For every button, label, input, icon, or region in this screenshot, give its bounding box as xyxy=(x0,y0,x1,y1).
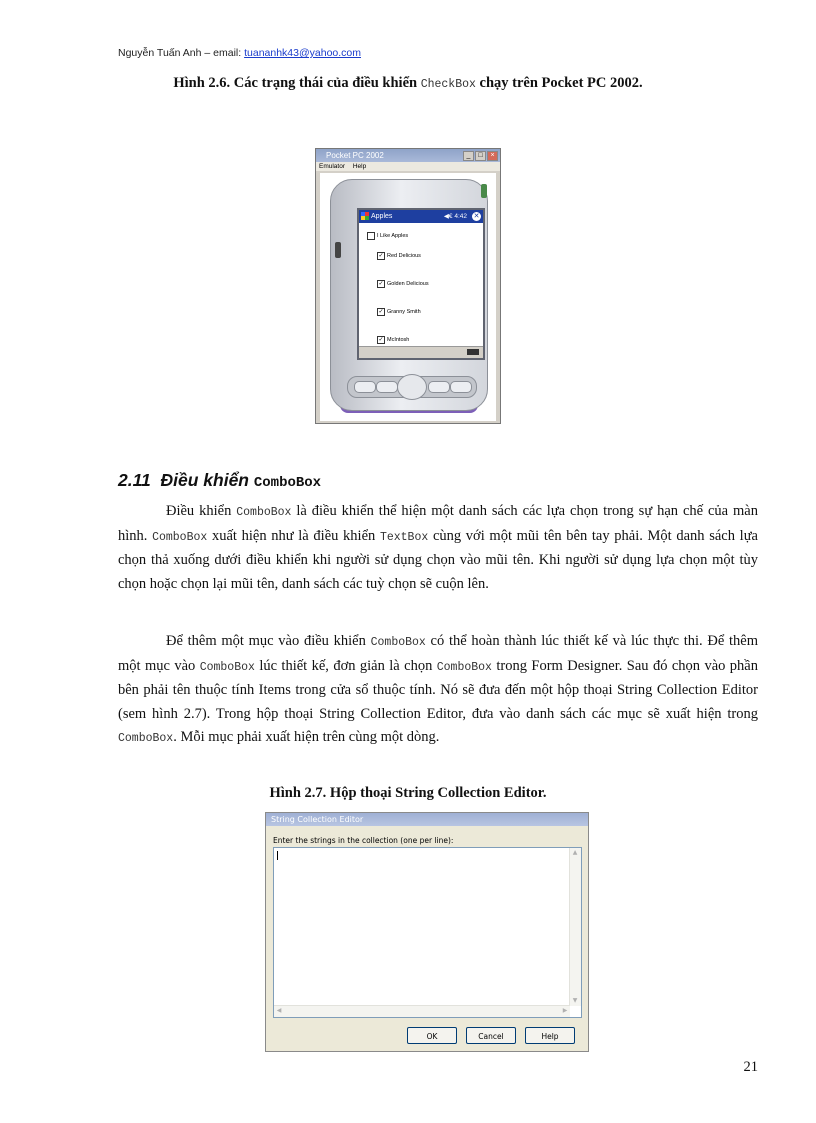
status-clock: ◀€ 4:42 xyxy=(443,213,467,220)
dpad-icon[interactable] xyxy=(397,374,427,400)
emulator-title: Pocket PC 2002 xyxy=(326,151,384,160)
paragraph-2: Để thêm một mục vào điều khiển ComboBox có thể hoàn thành lúc thiết kế và lúc thực thi. Để thêm một mục vào ComboBox lúc thiết kế, đơn giản là chọn ComboBox trong Form Designer. Sau đó chọn vào phần bên phải tên thuộc tính Items trong cửa sổ thuộc tính. Nó sẽ đưa đến một hộp thoại String Collection Editor (sem hình 2.7). Trong hộp thoại String Collection Editor, đưa vào danh sách các mục sẽ xuất hiện trong ComboBox. Mỗi mục phải xuất hiện trên cùng một dòng. xyxy=(118,633,759,745)
help-button[interactable]: Help xyxy=(525,1027,575,1044)
screen-titlebar xyxy=(359,210,483,223)
figure-2-7-caption: Hình 2.7. Hộp thoại String Collection Editor. xyxy=(269,785,547,801)
caption-text: Hình 2.6. Các trạng thái của điều khiển xyxy=(173,75,421,91)
close-icon[interactable]: × xyxy=(487,151,498,161)
checkbox-checked-icon[interactable]: ✓ xyxy=(378,309,384,315)
screen-menubar xyxy=(359,346,483,358)
scroll-right-icon[interactable]: ▶ xyxy=(562,1007,568,1014)
emulator-menubar xyxy=(316,162,500,171)
dialog-prompt: Enter the strings in the collection (one per line): xyxy=(273,836,454,845)
maximize-icon[interactable]: □ xyxy=(475,151,486,161)
caption-text-end: chạy trên Pocket PC 2002. xyxy=(475,75,643,91)
vertical-scrollbar[interactable] xyxy=(569,848,581,1006)
section-number: 2.11 xyxy=(118,470,151,490)
hardware-button-1[interactable] xyxy=(354,381,376,393)
checkbox-red-delicious[interactable] xyxy=(377,252,421,260)
checkbox-label: I Like Apples xyxy=(377,233,409,239)
hardware-button-3[interactable] xyxy=(428,381,450,393)
text-caret xyxy=(277,851,278,860)
section-title-text: Điều khiển xyxy=(160,470,254,490)
author-line: Nguyễn Tuấn Anh – email: xyxy=(118,47,245,59)
email-link[interactable]: tuananhk43@yahoo.com xyxy=(244,47,361,59)
section-heading xyxy=(118,470,321,491)
device-body xyxy=(330,179,488,411)
minimize-icon[interactable]: _ xyxy=(463,151,474,161)
app-title: Apples xyxy=(371,213,393,220)
device-screen xyxy=(357,208,485,360)
windows-start-icon[interactable] xyxy=(361,212,369,220)
pocket-pc-emulator-window xyxy=(315,148,501,424)
strings-textarea[interactable] xyxy=(273,847,582,1018)
section-title-code: ComboBox xyxy=(253,475,322,491)
checkbox-checked-icon[interactable]: ✓ xyxy=(378,281,384,287)
cancel-button[interactable]: Cancel xyxy=(466,1027,516,1044)
hardware-button-4[interactable] xyxy=(450,381,472,393)
scroll-up-icon[interactable]: ▲ xyxy=(572,849,578,856)
scroll-left-icon[interactable]: ◀ xyxy=(276,1007,282,1014)
side-button xyxy=(335,242,341,258)
caption-code: CheckBox xyxy=(420,78,476,91)
checkbox-label: Red Delicious xyxy=(387,253,421,259)
checkbox-mcintosh[interactable] xyxy=(377,336,409,344)
checkbox-checked-icon[interactable]: ✓ xyxy=(378,253,384,259)
scroll-down-icon[interactable]: ▼ xyxy=(572,997,578,1004)
emulator-titlebar xyxy=(316,149,500,162)
device-frame xyxy=(320,173,496,421)
checkbox-like-apples[interactable] xyxy=(367,232,408,240)
page-number: 21 xyxy=(743,1059,758,1075)
checkbox-label: Granny Smith xyxy=(387,309,421,315)
menu-help[interactable]: Help xyxy=(352,163,367,170)
dialog-titlebar xyxy=(266,813,588,826)
close-app-icon[interactable]: ✕ xyxy=(473,213,480,220)
paragraph-1: Điều khiển ComboBox là điều khiển thể hiện một danh sách các lựa chọn trong sự hạn chế của màn hình. ComboBox xuất hiện như là điều khiển TextBox cùng với một mũi tên bên tay phải. Một danh sách lựa chọn thả xuống dưới điều khiển khi người sử dụng chọn vào mũi tên. Khi người sử dụng lựa chọn một tùy chọn hoặc chọn lại mũi tên, danh sách các tuỳ chọn sẽ cuộn lên. xyxy=(118,503,758,592)
checkbox-unchecked-icon[interactable] xyxy=(367,232,375,240)
figure-2-6-caption xyxy=(0,75,816,92)
hardware-button-2[interactable] xyxy=(376,381,398,393)
horizontal-scrollbar[interactable] xyxy=(274,1005,570,1017)
checkbox-granny-smith[interactable] xyxy=(377,308,421,316)
menu-emulator[interactable]: Emulator xyxy=(319,163,346,170)
stylus-icon xyxy=(481,184,487,198)
checkbox-checked-icon[interactable]: ✓ xyxy=(378,337,384,343)
ok-button[interactable]: OK xyxy=(407,1027,457,1044)
checkbox-label: McIntosh xyxy=(387,337,410,343)
dialog-title: String Collection Editor xyxy=(271,815,364,824)
page-header xyxy=(118,47,361,59)
string-collection-editor-dialog xyxy=(265,812,589,1052)
keyboard-icon[interactable] xyxy=(467,349,479,355)
hardware-buttons xyxy=(347,376,477,398)
checkbox-golden-delicious[interactable] xyxy=(377,280,429,288)
checkbox-label: Golden Delicious xyxy=(387,281,429,287)
